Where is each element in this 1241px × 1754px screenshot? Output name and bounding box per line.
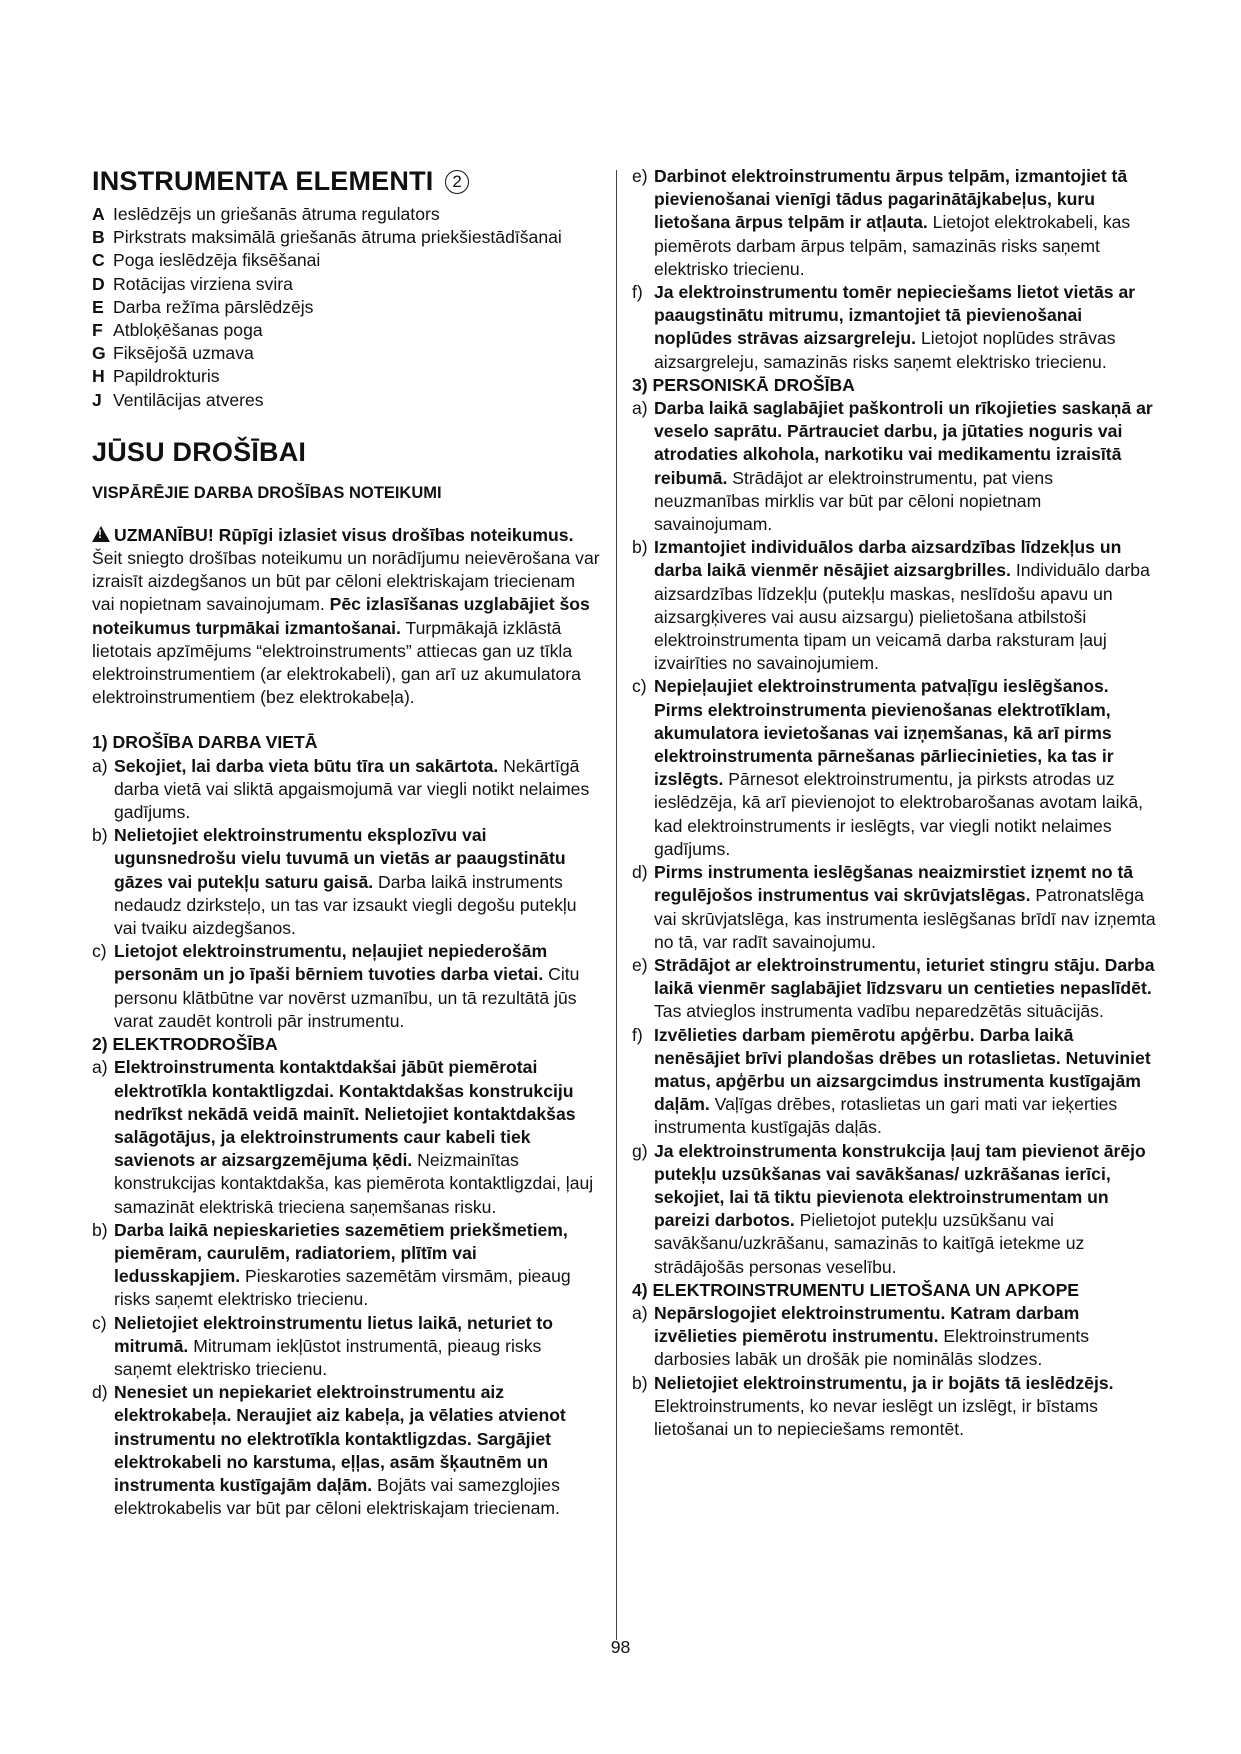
legend-item: C Poga ieslēdzēja fiksēšanai [92, 250, 321, 271]
tool-elements-heading: INSTRUMENTA ELEMENTI 2 [92, 165, 600, 197]
list-item: c) Nepieļaujiet elektroinstrumenta patvaļīgu ieslēgšanos. Pirms elektroinstrumenta pievienošanas elektrotīklam, akumulatora ievietošanas vai izņemšanas, kā arī pirms elektroinstrumenta pārnešanas pārliecinieties, ka tas ir izslēgts. Pārnesot elektroinstrumentu, ja pirksts atrodas uz ieslēdzēja, kā arī pievienojot to elektrobarošanas avotam laikā, kad elektroinstruments ir ieslēgts, var viegli notikt nelaimes gadījums. [632, 676, 1143, 859]
list-item: e) Strādājot ar elektroinstrumentu, ieturiet stingru stāju. Darba laikā vienmēr saglabājiet līdzsvaru un centieties nepaslīdēt. Tas atvieglos instrumenta vadību neparedzētās situācijās. [632, 954, 1155, 1022]
list-item: a) Sekojiet, lai darba vieta būtu tīra un sakārtota. Nekārtīgā darba vietā vai sliktā apgaismojumā var viegli notikt nelaimes gadījums. [92, 755, 590, 823]
list-item: e) Darbinot elektroinstrumentu ārpus telpām, izmantojiet tā pievienošanai vienīgi tādus pagarinātājkabeļus, kuru lietošana ārpus telpām ir atļauta. Lietojot elektrokabeli, kas piemērots darbam ārpus telpām, samazinās risks saņemt elektrisko triecienu. [632, 166, 1131, 279]
list-item: f) Izvēlieties darbam piemērotu apģērbu. Darba laikā nenēsājiet brīvi plandošas drēbes un rotaslietas. Netuviniet matus, apģērbu un aizsargcimdus instrumenta kustīgajām daļām. Vaļīgas drēbes, rotaslietas un gari mati var ieķerties instrumenta kustīgajās daļās. [632, 1024, 1151, 1138]
list-item: b) Izmantojiet individuālos darba aizsardzības līdzekļus un darba laikā vienmēr nēsājiet aizsargbrilles. Individuālo darba aizsardzības līdzekļu (putekļu maskas, neslīdošu apavu un aizsargķiveres vai ausu aizsargu) pielietošana atbilstoši elektroinstrumenta tipam un veicamā darba raksturam ļauj izvairīties no savainojumiem. [632, 537, 1150, 674]
warning-triangle-icon [92, 526, 110, 542]
list-item: b) Nelietojiet elektroinstrumentu eksplozīvu vai ugunsnedrošu vielu tuvumā un vietās ar paaugstinātu gāzes vai putekļu saturu gaisā. Darba laikā instruments nedaudz dzirksteļo, un tas var izsaukt viegli degošu putekļu vai tvaiku aizdegšanos. [92, 825, 577, 939]
list-item: a) Darba laikā saglabājiet paškontroli un rīkojieties saskaņā ar veselo saprātu. Pārtrauciet darbu, ja jūtaties noguris vai atrodaties alkohola, narkotiku vai medikamentu izraisītā reibumā. Strādājot ar elektroinstrumentu, pat viens neuzmanības mirklis var būt par cēloni nopietnam savainojumam. [632, 398, 1153, 535]
left-column [92, 165, 600, 1520]
column-divider [616, 170, 617, 1640]
list-item: a) Elektroinstrumenta kontaktdakšai jābūt piemērotai elektrotīkla kontaktligzdai. Kontaktdakšas konstrukciju nedrīkst nekādā veidā mainīt. Nelietojiet kontaktdakšas salāgotājus, ja elektroinstruments caur kabeli tiek savienots ar aizsargzemējuma ķēdi. Neizmainītas konstrukcijas kontaktdakša, kas piemērota kontaktligzdai, ļauj samazināt elektriskā trieciena saņemšanas risku. [92, 1057, 594, 1217]
legend-item: A Ieslēdzējs un griešanās ātruma regulators [92, 204, 440, 224]
legend-item: H Papildrokturis [92, 366, 220, 387]
page-number: 98 [610, 1637, 631, 1657]
tool-elements-legend [92, 203, 600, 412]
legend-item: J Ventilācijas atveres [92, 389, 264, 410]
list-item: d) Pirms instrumenta ieslēgšanas neaizmirstiet izņemt no tā regulējošos instrumentus vai skrūvjatslēgas. Patronatslēga vai skrūvjatslēga, kas instrumenta ieslēgšanas brīdī nav izņemta no tā, var radīt savainojumu. [632, 862, 1156, 952]
legend-item: B Pirkstrats maksimālā griešanās ātruma priekšiestādīšanai [92, 227, 562, 248]
section-title: 1) DROŠĪBA DARBA VIETĀ [92, 732, 318, 753]
section-title: 4) ELEKTROINSTRUMENTU LIETOŠANA UN APKOPE [632, 1279, 1080, 1300]
list-item: b) Darba laikā nepieskarieties sazemētiem priekšmetiem, piemēram, caurulēm, radiatoriem, plītīm vai ledusskapjiem. Pieskaroties sazemētām virsmām, pieaug risks saņemt elektrisko triecienu. [92, 1219, 571, 1310]
warning-paragraph: !UZMANĪBU! Rūpīgi izlasiet visus drošības noteikumus. Šeit sniegto drošības noteikumu un norādījumu neievērošana var izraisīt aizdegšanos un būt par cēloni elektriskajam triecienam vai nopietnam savainojumam. Pēc izlasīšanas uzglabājiet šos noteikumus turpmākai izmantošanai. Turpmākajā izklāstā lietotais apzīmējums “elektroinstruments” attiecas gan uz tīkla elektroinstrumentiem (ar elektrokabeli), gan arī uz akumulatora elektroinstrumentiem (bez elektrokabeļa). [92, 524, 600, 710]
legend-item: F Atbloķēšanas poga [92, 320, 263, 341]
list-item: c) Lietojot elektroinstrumentu, neļaujiet nepiederošām personām un jo īpaši bērniem tuvoties darba vietai. Citu personu klātbūtne var novērst uzmanību, un tā rezultātā jūs varat zaudēt kontroli pār instrumentu. [92, 941, 580, 1031]
legend-item: G Fiksējošā uzmava [92, 343, 254, 364]
figure-ref-badge: 2 [445, 170, 469, 194]
section-title: 2) ELEKTRODROŠĪBA [92, 1034, 278, 1055]
list-item: a) Nepārslogojiet elektroinstrumentu. Katram darbam izvēlieties piemērotu instrumentu. Elektroinstruments darbosies labāk un drošāk pie nominālās slodzes. [632, 1302, 1090, 1370]
right-column [632, 165, 1162, 1441]
list-item: g) Ja elektroinstrumenta konstrukcija ļauj tam pievienot ārējo putekļu uzsūkšanas vai savākšanas/ uzkrāšanas ierīci, sekojiet, lai tā tiktu pievienota elektroinstrumentam un pareizi darbotos. Pielietojot putekļu uzsūkšanu vai savākšanu/uzkrāšanu, samazinās to kaitīgā ietekme uz strādājošās personas veselību. [632, 1140, 1146, 1277]
list-item: c) Nelietojiet elektroinstrumentu lietus laikā, neturiet to mitrumā. Mitrumam iekļūstot instrumentā, pieaug risks saņemt elektrisko triecienu. [92, 1312, 553, 1379]
section-title: 3) PERSONISKĀ DROŠĪBA [632, 374, 855, 395]
list-item: d) Nenesiet un nepiekariet elektroinstrumentu aiz elektrokabeļa. Neraujiet aiz kabeļa, ja vēlaties atvienot instrumentu no elektrotīkla kontaktligzdas. Sargājiet elektrokabeli no karstuma, eļļas, asām šķautnēm un instrumenta kustīgajām daļām. Bojāts vai samezglojies elektrokabelis var būt par cēloni elektriskajam triecienam. [92, 1382, 566, 1519]
general-safety-subheading: VISPĀRĒJIE DARBA DROŠĪBAS NOTEIKUMI [92, 483, 442, 502]
list-item: b) Nelietojiet elektroinstrumentu, ja ir bojāts tā ieslēdzējs. Elektroinstruments, ko nevar ieslēgt un izslēgt, ir bīstams lietošanai un to nepieciešams remontēt. [632, 1372, 1114, 1439]
list-item: f) Ja elektroinstrumentu tomēr nepieciešams lietot vietās ar paaugstinātu mitrumu, izmantojiet tā pievienošanai noplūdes strāvas aizsargreleju. Lietojot noplūdes strāvas aizsargreleju, samazinās risks saņemt elektrisko triecienu. [632, 282, 1136, 372]
safety-heading: JŪSU DROŠĪBAI [92, 436, 307, 467]
legend-item: D Rotācijas virziena svira [92, 273, 293, 294]
legend-item: E Darba režīma pārslēdzējs [92, 296, 314, 317]
